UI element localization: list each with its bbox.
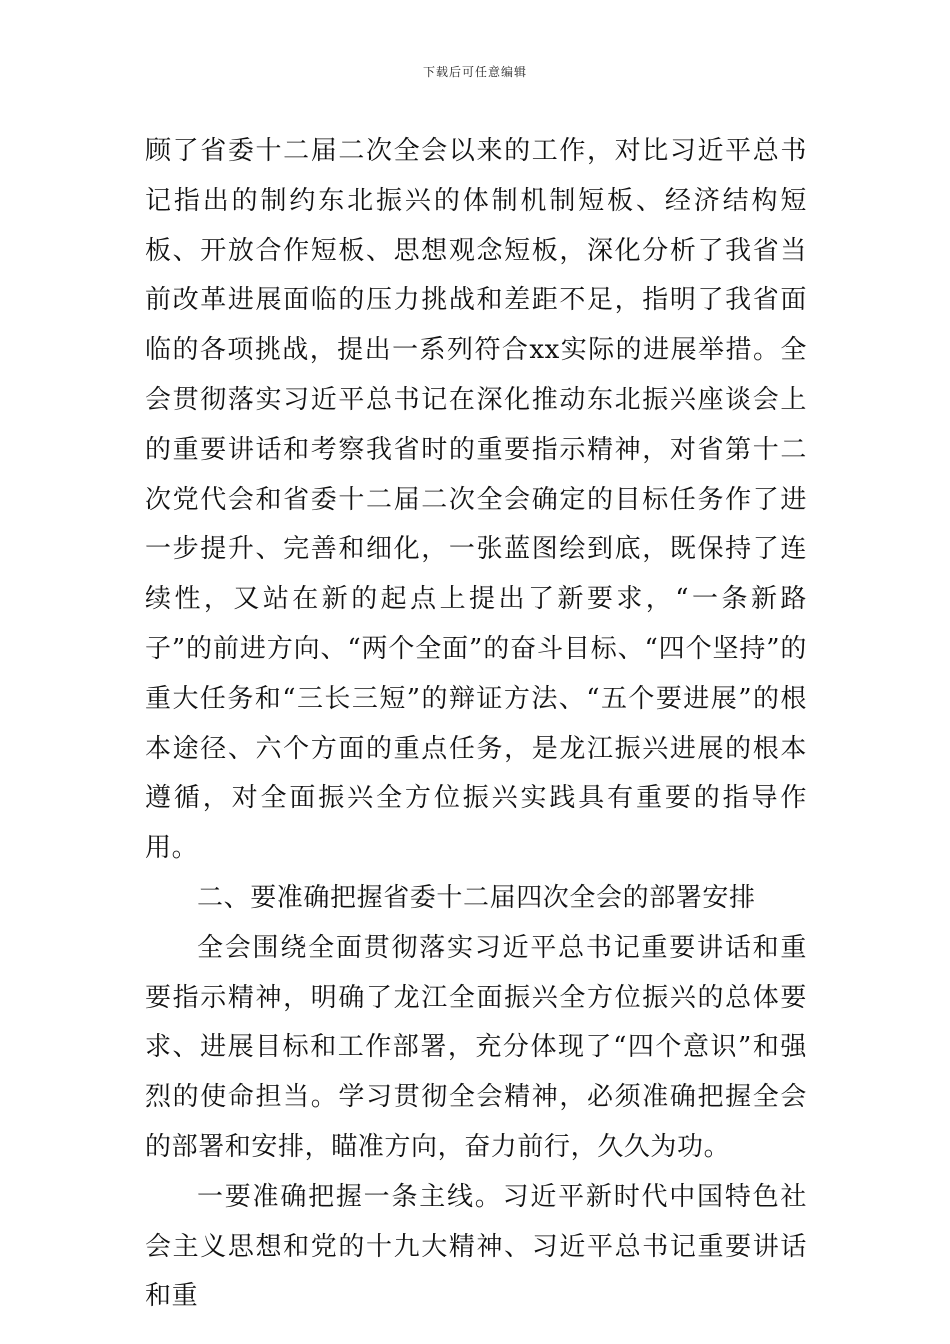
paragraph-main-line: 一要准确把握一条主线。习近平新时代中国特色社会主义思想和党的十九大精神、习近平总书记重要讲话和重 — [145, 1181, 807, 1312]
paragraph-continuation: 顾了省委十二届二次全会以来的工作，对比习近平总书记指出的制约东北振兴的体制机制短板、经济结构短板、开放合作短板、思想观念短板，深化分析了我省当前改革进展面临的压力挑战和差距不足，指明了我省面临的各项挑战，提出一系列符合xx实际的进展举措。全会贯彻落实习近平总书记在深化推动东北振兴座谈会上的重要讲话和考察我省时的重要指示精神，对省第十二次党代会和省委十二届二次全会确定的目标任务作了进一步提升、完善和细化，一张蓝图绘到底，既保持了连续性，又站在新的起点上提出了新要求，“一条新路子”的前进方向、“两个全面”的奋斗目标、“四个坚持”的重大任务和“三长三短”的辩证方法、“五个要进展”的根本途径、六个方面的重点任务，是龙江振兴进展的根本遵循，对全面振兴全方位振兴实践具有重要的指导作用。 — [145, 136, 807, 864]
paragraph-section-intro: 全会围绕全面贯彻落实习近平总书记重要讲话和重要指示精神，明确了龙江全面振兴全方位振兴的总体要求、进展目标和工作部署，充分体现了“四个意识”和强烈的使命担当。学习贯彻全会精神，必须准确把握全会的部署和安排，瞄准方向，奋力前行，久久为功。 — [145, 932, 807, 1162]
page-header-note: 下载后可任意编辑 — [422, 65, 527, 79]
document-body — [145, 127, 807, 1322]
section-heading: 二、要准确把握省委十二届四次全会的部署安排 — [197, 882, 756, 913]
